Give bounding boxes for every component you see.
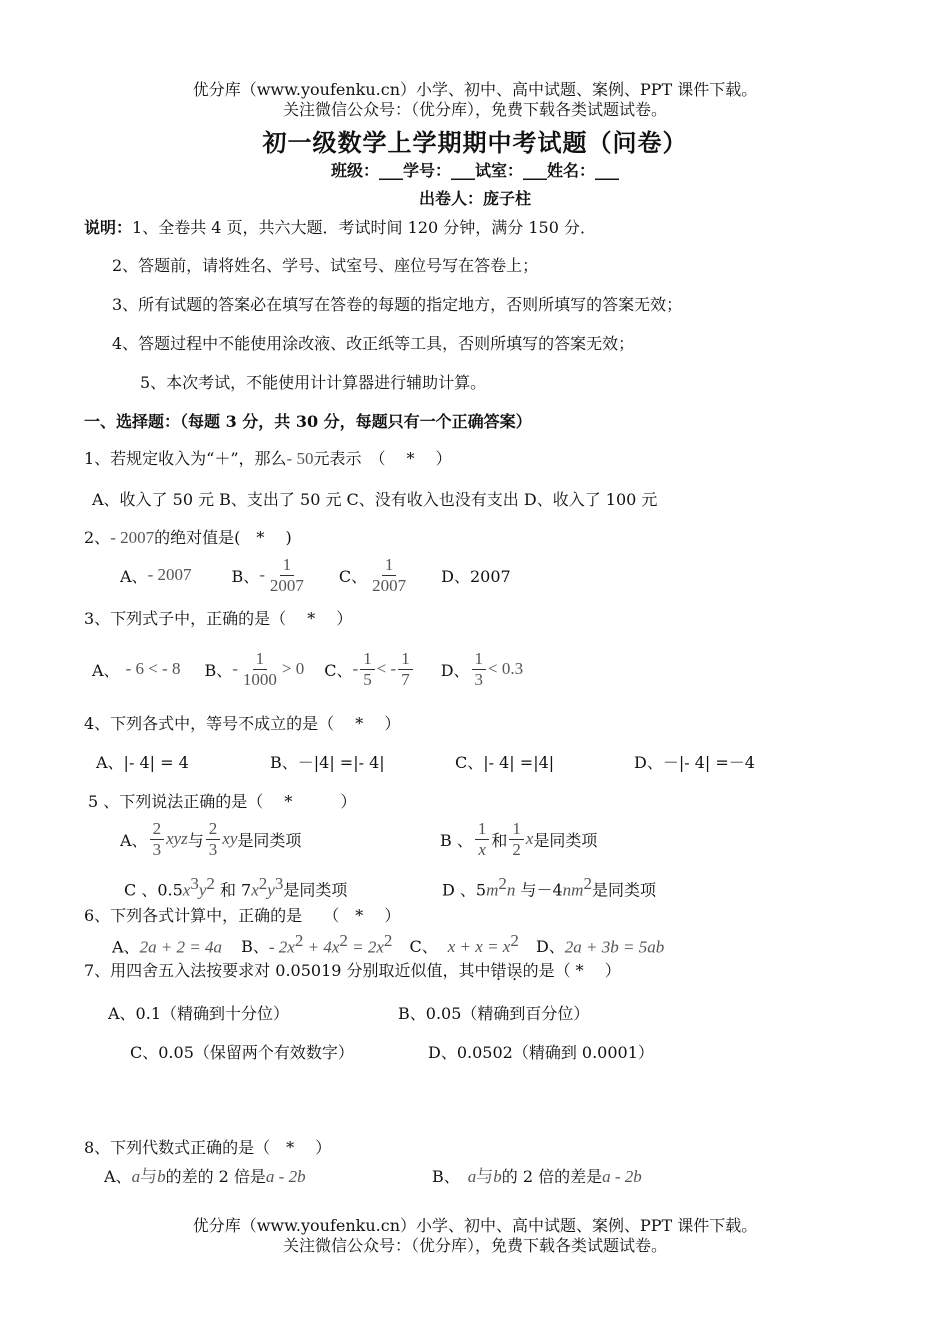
footer-line-1: 优分库（www.youfenku.cn）小学、初中、高中试题、案例、PPT 课件下载。	[192, 1216, 758, 1235]
q5-option-c-label: C 、0.5	[124, 880, 183, 900]
q3-option-d-fraction	[472, 649, 487, 690]
q6-option-c-math: x + x = x	[447, 937, 511, 957]
q7-stem-tail: 的是（ * ）	[522, 961, 621, 980]
q5-option-b-num-2: 1	[509, 819, 524, 840]
question-1-options: A、收入了 50 元 B、支出了 50 元 C、没有收入也没有支出 D、收入了 100 元	[92, 490, 658, 509]
info-line: 班级：___学号：___试室：___姓名：___	[330, 161, 619, 180]
q3-option-c-den-1: 5	[363, 669, 372, 689]
q2-option-b-sign: -	[259, 565, 265, 584]
q7-option-b: B、0.05（精确到百分位）	[398, 1004, 590, 1023]
q6-option-b-e3: 2	[383, 931, 393, 950]
section-heading-1: 一、选择题：（每题 3 分，共 30 分，每题只有一个正确答案）	[84, 412, 532, 431]
q2-option-c-label: C、	[338, 566, 368, 586]
q2-stem-tail: 的绝对值是( * )	[154, 528, 292, 547]
q7-stem-emphasis-2: 误	[506, 961, 523, 980]
q5-option-a-den-2: 3	[208, 839, 218, 859]
q8-option-a-math: a - 2b	[265, 1167, 306, 1186]
q3-option-c-sign: -	[352, 659, 359, 678]
q3-option-b-num: 1	[253, 649, 268, 670]
q6-option-a-label: A、	[112, 937, 140, 957]
q3-option-c-fraction-1	[360, 649, 375, 690]
q5-option-a-num-2: 2	[206, 819, 221, 840]
q3-option-b-fraction	[240, 649, 280, 690]
q5-option-b-num-1: 1	[475, 819, 490, 840]
instructions-label: 说明：	[84, 218, 133, 237]
q6-option-b-e2: 2	[339, 931, 348, 950]
q7-option-d: D、0.0502（精确到 0.0001）	[428, 1043, 654, 1062]
q1-math: - 50	[286, 449, 314, 468]
q8-option-b-link: 与	[476, 1167, 494, 1186]
q5-option-b-mid: 和	[491, 830, 508, 850]
q8-option-b-label: B、	[432, 1167, 460, 1186]
q5-option-c-t2: y	[198, 880, 207, 900]
question-3-options	[92, 644, 523, 694]
q5-option-a-tail: 是同类项	[237, 830, 302, 850]
q6-option-c-e: 2	[510, 931, 519, 950]
q1-stem-text: 1、若规定收入为“＋”，那么	[84, 449, 287, 468]
q1-stem-tail: 元表示 （ * ）	[313, 449, 452, 468]
q2-option-c-fraction	[369, 555, 409, 596]
question-1-stem	[84, 446, 452, 469]
q8-option-a-var-1: a	[131, 1167, 141, 1186]
q5-option-b-label: B 、	[440, 830, 473, 850]
q3-option-b-den: 1000	[242, 669, 277, 689]
q6-option-b-label: B、	[241, 937, 269, 957]
q5-option-b-den-1: x	[478, 839, 486, 859]
q6-option-b-math-1: - 2x	[268, 937, 295, 957]
q8-option-b-text: 的 2 倍的差是	[501, 1167, 603, 1186]
q6-option-b-e1: 2	[294, 931, 304, 950]
q3-option-d-tail: < 0.3	[488, 659, 524, 678]
question-2-options	[120, 550, 511, 600]
q7-option-c: C、0.05（保留两个有效数字）	[130, 1043, 354, 1062]
q4-option-a: A、|- 4| = 4	[96, 753, 189, 772]
q8-option-a-text: 的差的 2 倍是	[165, 1167, 266, 1186]
q5-option-d-mid: 与－4	[520, 880, 563, 900]
q5-option-a-num-1: 2	[150, 819, 165, 840]
q5-option-b-tail: 是同类项	[533, 830, 598, 850]
q8-option-b-var-1: a	[467, 1167, 477, 1186]
q2-stem-text: 2、	[84, 528, 111, 547]
q2-option-a-math: - 2007	[147, 565, 192, 584]
q5-option-c-mid: 和 7	[219, 880, 252, 900]
q7-option-a: A、0.1（精确到十分位）	[108, 1004, 290, 1023]
q2-option-b-num: 1	[280, 555, 295, 576]
instructions-item-1	[84, 215, 596, 238]
q6-option-c-label: C、	[409, 937, 438, 957]
q8-option-b-var-2: b	[493, 1167, 502, 1186]
question-6-stem: 6、下列各式计算中，正确的是 （ * ）	[84, 906, 401, 925]
q3-option-c-fraction-2	[398, 649, 413, 690]
q5-option-d-t1: m	[486, 880, 499, 900]
q2-option-c-den: 2007	[372, 575, 407, 595]
q4-option-b: B、－|4| =|- 4|	[270, 753, 385, 772]
question-4-stem: 4、下列各式中，等号不成立的是（ * ）	[84, 714, 401, 733]
question-2-stem	[84, 525, 292, 548]
q3-option-c-label: C、	[324, 660, 353, 680]
q5-option-d-t2: n	[506, 880, 516, 900]
q5-option-b-fraction-1	[475, 819, 490, 860]
instruction-text-1: 1、全卷共 4 页，共六大题．考试时间 120 分钟，满分 150 分．	[132, 218, 596, 237]
q8-option-a-var-2: b	[157, 1167, 166, 1186]
q5-option-c-e1: 3	[190, 874, 199, 893]
q5-option-c-e4: 3	[274, 874, 284, 893]
q3-option-b-sign: -	[232, 659, 238, 678]
instructions-item-2: 2、答题前，请将姓名、学号、试室号、座位号写在答卷上；	[112, 256, 539, 275]
q5-option-a-mid: 与	[187, 830, 204, 850]
question-7-stem	[84, 958, 621, 981]
q7-stem-emphasis-1: 错	[490, 961, 507, 980]
instructions-item-4: 4、答题过程中不能使用涂改液、改正纸等工具，否则所填写的答案无效；	[112, 334, 635, 353]
q5-option-a-fraction-2	[206, 819, 221, 860]
q5-option-b-den-2: 2	[512, 839, 521, 859]
q3-option-a-math: - 6 < - 8	[125, 659, 181, 678]
page-title: 初一级数学上学期期中考试题（问卷）	[262, 128, 688, 157]
q6-option-b-math-2: + 4x	[303, 937, 340, 957]
q5-option-c-t4: y	[267, 880, 275, 900]
q2-math: - 2007	[110, 528, 155, 547]
q3-option-d-label: D、	[440, 660, 470, 680]
q8-option-a-label: A、	[104, 1167, 132, 1186]
q5-option-d-t3: nm	[562, 880, 584, 900]
q3-option-a-label: A、	[92, 660, 120, 680]
q6-option-a-math: 2a + 2 = 4a	[139, 937, 223, 957]
header-line-2: 关注微信公众号：（优分库），免费下载各类试题试卷。	[282, 100, 667, 119]
q3-option-c-den-2: 7	[401, 669, 410, 689]
q5-option-a-fraction-1	[150, 819, 165, 860]
q2-option-b-den: 2007	[269, 575, 304, 595]
question-6-options	[112, 931, 664, 957]
q8-option-b-math: a - 2b	[602, 1167, 642, 1186]
q2-option-a-label: A、	[120, 566, 148, 586]
q5-option-a-var-2: xy	[222, 829, 238, 848]
q5-option-d-label: D 、5	[442, 880, 487, 900]
question-8-stem: 8、下列代数式正确的是（ * ）	[84, 1138, 332, 1157]
q5-option-c-t3: x	[251, 880, 259, 900]
q3-option-d-den: 3	[474, 669, 484, 689]
q7-stem-text: 7、用四舍五入法按要求对 0.05019 分别取近似值，其中	[84, 961, 491, 980]
header-line-1: 优分库（www.youfenku.cn）小学、初中、高中试题、案例、PPT 课件下载。	[192, 80, 758, 99]
q3-option-c-num-2: 1	[398, 649, 413, 670]
q5-option-a	[120, 815, 301, 863]
q8-option-a-link: 与	[140, 1167, 158, 1186]
question-3-stem: 3、下列式子中，正确的是（ * ）	[84, 609, 353, 628]
q5-option-a-label: A、	[120, 830, 148, 850]
q2-option-b-fraction	[267, 555, 307, 596]
q2-option-b-label: B、	[231, 566, 260, 586]
footer-line-2: 关注微信公众号：（优分库），免费下载各类试题试卷。	[282, 1236, 667, 1255]
q5-option-d-tail: 是同类项	[591, 880, 656, 900]
instructions-item-3: 3、所有试题的答案必在填写在答卷的每题的指定地方，否则所填写的答案无效；	[112, 295, 683, 314]
q5-option-c	[124, 874, 347, 900]
q3-option-b-tail: > 0	[281, 659, 305, 678]
question-5-stem: 5 、下列说法正确的是（ * ）	[88, 792, 357, 811]
q2-option-d: D、2007	[441, 566, 511, 586]
q3-option-d-num: 1	[472, 649, 487, 670]
q5-option-b	[440, 815, 597, 863]
q8-option-b	[432, 1162, 642, 1187]
q5-option-d-e3: 2	[583, 874, 592, 893]
q5-option-d-e1: 2	[498, 874, 507, 893]
q5-option-b-fraction-2	[509, 819, 524, 860]
q5-option-a-den-1: 3	[152, 839, 162, 859]
q5-option-b-var: x	[525, 829, 534, 848]
q4-option-c: C、|- 4| =|4|	[455, 753, 555, 772]
q2-option-c-num: 1	[382, 555, 397, 576]
q6-option-d-label: D、	[535, 937, 565, 957]
q5-option-a-var-1: xyz	[166, 829, 188, 848]
author-line: 出卷人：庞子柱	[418, 189, 531, 208]
q4-option-d: D、－|- 4| =－4	[634, 753, 755, 772]
q5-option-c-tail: 是同类项	[283, 880, 348, 900]
q5-option-c-e2: 2	[206, 874, 215, 893]
q8-option-a	[104, 1162, 306, 1187]
q3-option-c-num-1: 1	[360, 649, 375, 670]
q3-option-b-label: B、	[204, 660, 233, 680]
instructions-item-5: 5、本次考试，不能使用计计算器进行辅助计算。	[140, 373, 487, 392]
q6-option-d-math: 2a + 3b = 5ab	[564, 937, 665, 957]
q3-option-c-mid: < -	[376, 659, 397, 678]
q5-option-c-t1: x	[182, 880, 191, 900]
q5-option-d	[442, 874, 656, 900]
q6-option-b-math-3: = 2x	[347, 937, 384, 957]
q5-option-c-e3: 2	[258, 874, 268, 893]
